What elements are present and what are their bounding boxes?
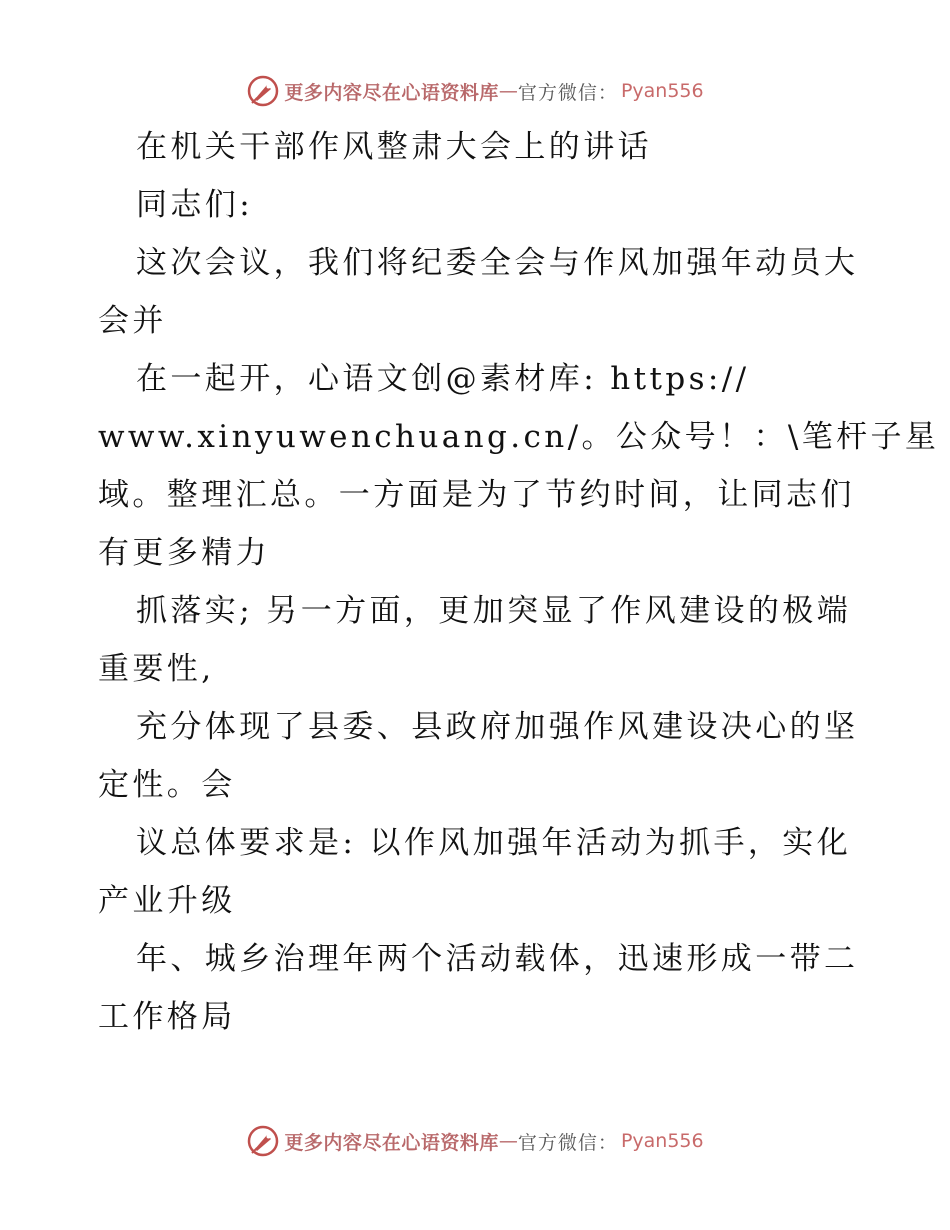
paragraph-line: 抓落实; 另一方面，更加突显了作风建设的极端	[136, 593, 852, 629]
paragraph-line: 产业升级	[98, 883, 236, 919]
paragraph-line: 议总体要求是: 以作风加强年活动为抓手，实化	[136, 825, 852, 861]
paragraph-line: www.xinyuwenchuang.cn/。公众号！：\笔杆子星	[98, 419, 940, 455]
header-watermark-id: Pyan556	[620, 80, 704, 102]
footer-watermark-colon: ：	[597, 1131, 617, 1154]
paragraph-line: 在一起开，心语文创@素材库: https://	[136, 361, 750, 397]
header-watermark-text: 更多内容尽在心语资料库	[284, 81, 499, 104]
footer-watermark-label: 官方微信	[517, 1131, 598, 1154]
header-watermark-colon: ：	[597, 81, 617, 104]
paragraph-line: 重要性,	[98, 651, 215, 687]
header-watermark-label: 官方微信	[517, 81, 598, 104]
footer-watermark-text: 更多内容尽在心语资料库	[284, 1131, 499, 1154]
footer-watermark-separator: —	[498, 1130, 518, 1152]
paragraph-line: 有更多精力	[98, 535, 270, 571]
paragraph-line: 会并	[98, 303, 167, 339]
document-title: 在机关干部作风整肃大会上的讲话	[136, 129, 652, 165]
paragraph-line: 充分体现了县委、县政府加强作风建设决心的坚	[136, 709, 859, 745]
paragraph-line: 定性。会	[98, 767, 236, 803]
salutation: 同志们:	[136, 187, 254, 223]
paragraph-line: 这次会议，我们将纪委全会与作风加强年动员大	[136, 245, 859, 281]
paragraph-line: 年、城乡治理年两个活动载体，迅速形成一带二	[136, 941, 859, 977]
document-body	[98, 118, 940, 1046]
header-watermark-separator: —	[498, 80, 518, 102]
header-watermark	[0, 71, 950, 111]
paragraph-line: 域。整理汇总。一方面是为了节约时间，让同志们	[98, 477, 855, 513]
footer-watermark	[0, 1121, 950, 1161]
pen-nib-logo-icon	[246, 1124, 280, 1158]
pen-nib-logo-icon	[246, 74, 280, 108]
footer-watermark-id: Pyan556	[620, 1130, 704, 1152]
paragraph-line: 工作格局	[98, 999, 236, 1035]
